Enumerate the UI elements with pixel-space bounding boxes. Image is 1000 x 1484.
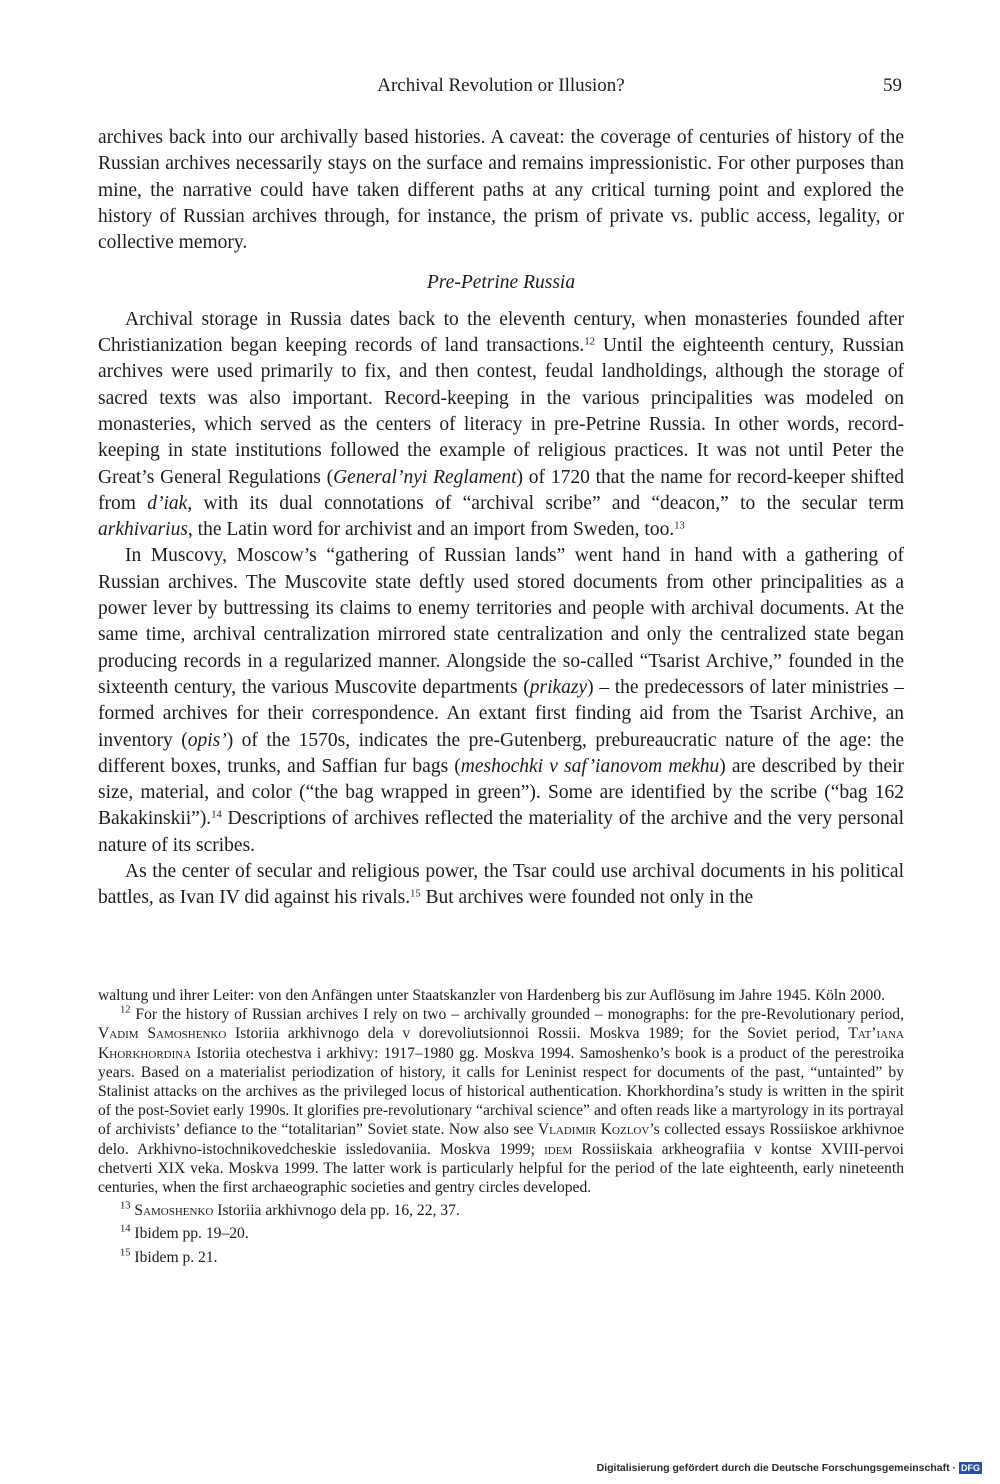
section-heading: Pre-Petrine Russia bbox=[426, 272, 576, 294]
author-name: Vladimir Kozlov bbox=[537, 1121, 650, 1139]
footnote-12: $^{12}$ For the history of Russian archives I rely on two – archivally grounded – monographs: for the pre-Revolutionary period, Vadim Samoshenko Istoriia arkhivnogo dela v dorevoliutsionnoi Rossii. Moskva 1989; for the Soviet period, Tat’iana Khorkhordina Istoriia otechestva i arkhivy: 1917–1980 gg. Moskva 1994. Samoshenko’s book is a product of the perestroika years. Based on a materialist periodization of history, it calls for Leninist respect for documents of the past, “untainted” by Stalinist attacks on the archives as the privileged locus of historical authentication. Khorkhordina’s study is written in the spirit of the post-Soviet early 1990s. It glorifies pre-revolutionary “archival science” and often reads like a martyrology in its portrayal of archivists’ defiance to the “totalitarian” Soviet state. Now also see Vladimir Kozlov’s collected essays Rossiiskoe arkhivnoe delo. Arkhivno-istochnikovedcheskie issledovaniia. Moskva 1999; idem Rossiiskaia arkheografiia v kontse XVIII-pervoi chetverti XIX veka. Moskva 1999. The latter work is particularly helpful for the period of the late eighteenth, early nineteenth centuries, when the first archaeographic societies and gentry circles developed. bbox=[98, 1004, 904, 1197]
italic-term: prikazy bbox=[529, 676, 588, 698]
digitization-footer bbox=[597, 1461, 982, 1475]
author-name: Samoshenko bbox=[134, 1202, 214, 1220]
paragraph-2: Archival storage in Russia dates back to the eleventh century, when monasteries founded after Christianization began keeping records of land transactions.$^{12}$ Until the eighteenth century, Russian archives were used primarily to fix, and then contest, feudal landholdings, although the storage of sacred texts was also important. Record-keeping in the various principalities was modeled on monasteries, which served as the centers of literacy in pre-Petrine Russia. In other words, record-keeping in state institutions followed the example of religious practices. It was not until Peter the Great’s General Regulations (General’nyi Reglament) of 1720 that the name for record-keeper shifted from d’iak, with its dual connotations of “archival scribe” and “deacon,” to the secular term arkhivarius, the Latin word for archivist and an import from Sweden, too.$^{13}$ bbox=[98, 308, 905, 541]
footnote-number: 12 bbox=[120, 1004, 131, 1016]
author-name: Tat’iana Khorkhordina bbox=[98, 1025, 904, 1062]
footnote-ref-15[interactable]: 15 bbox=[410, 889, 421, 901]
running-title: Archival Revolution or Illusion? bbox=[377, 75, 625, 96]
italic-term: arkhivarius bbox=[98, 519, 188, 541]
italic-term: opis’ bbox=[187, 729, 227, 751]
footnote-ref-12[interactable]: 12 bbox=[584, 336, 595, 348]
footnote-ref-14[interactable]: 14 bbox=[211, 810, 222, 822]
paragraph-4: As the center of secular and religious power, the Tsar could use archival documents in his political battles, as Ivan IV did against his rivals.$^{15}$ But archives were founded not only in the bbox=[98, 861, 904, 909]
italic-term: d’iak bbox=[147, 492, 188, 514]
digitization-note: Digitalisierung gefördert durch die Deutsche Forschungsgemeinschaft · bbox=[596, 1462, 956, 1474]
footnote-number: 14 bbox=[120, 1224, 131, 1236]
dfg-logo: DFG bbox=[961, 1463, 980, 1473]
footnote-14: $^{14}$ Ibidem pp. 19–20. bbox=[120, 1224, 249, 1243]
footnote-number: 13 bbox=[120, 1200, 131, 1212]
author-name: idem bbox=[544, 1140, 573, 1158]
italic-term: General’nyi Reglament bbox=[333, 466, 517, 488]
running-head bbox=[98, 74, 904, 98]
footnote-ref-13[interactable]: 13 bbox=[674, 520, 685, 532]
page-number: 59 bbox=[883, 75, 902, 96]
footnote-continuation: waltung und ihrer Leiter: von den Anfängen unter Staatskanzler von Hardenberg bis zur Auflösung im Jahre 1945. Köln 2000. bbox=[98, 987, 886, 1004]
footnote-number: 15 bbox=[120, 1247, 131, 1259]
footnote-13: $^{13}$ Samoshenko Istoriia arkhivnogo dela pp. 16, 22, 37. bbox=[120, 1200, 460, 1220]
paragraph-1: archives back into our archivally based histories. A caveat: the coverage of centuries of history of the Russian archives necessarily stays on the surface and remains impressionistic. For other purposes than mine, the narrative could have taken different paths at any critical turning point and explored the history of Russian archives through, for instance, the prism of private vs. public access, legality, or collective memory. bbox=[98, 127, 904, 254]
footnotes bbox=[98, 986, 904, 1267]
footnote-15: $^{15}$ Ibidem p. 21. bbox=[120, 1247, 218, 1266]
author-name: Vadim Samoshenko bbox=[98, 1025, 227, 1043]
body-text bbox=[98, 125, 904, 912]
paragraph-3: In Muscovy, Moscow’s “gathering of Russian lands” went hand in hand with a gathering of Russian archives. The Muscovite state deftly used stored documents from other principalities as a power lever by buttressing its claims to enemy territories and people with archival documents. At the same time, archival centralization mirrored state centralization and only the centralized state began producing records in a regularized manner. Alongside the so-called “Tsarist Archive,” founded in the sixteenth century, the various Muscovite departments (prikazy) – the predecessors of later ministries – formed archives for their correspondence. An extant first finding aid from the Tsarist Archive, an inventory (opis’) of the 1570s, indicates the pre-Gutenberg, prebureaucratic nature of the age: the different boxes, trunks, and Saffian fur bags (meshochki v saf’ianovom mekhu) are described by their size, material, and color (“the bag wrapped in green”). Some are identified by the scribe (“bag 162 Bakakinskii”).$^{14}$ Descriptions of archives reflected the materiality of the archive and the very personal nature of its scribes. bbox=[98, 545, 905, 856]
italic-term: meshochki v saf’ianovom mekhu bbox=[460, 755, 720, 777]
